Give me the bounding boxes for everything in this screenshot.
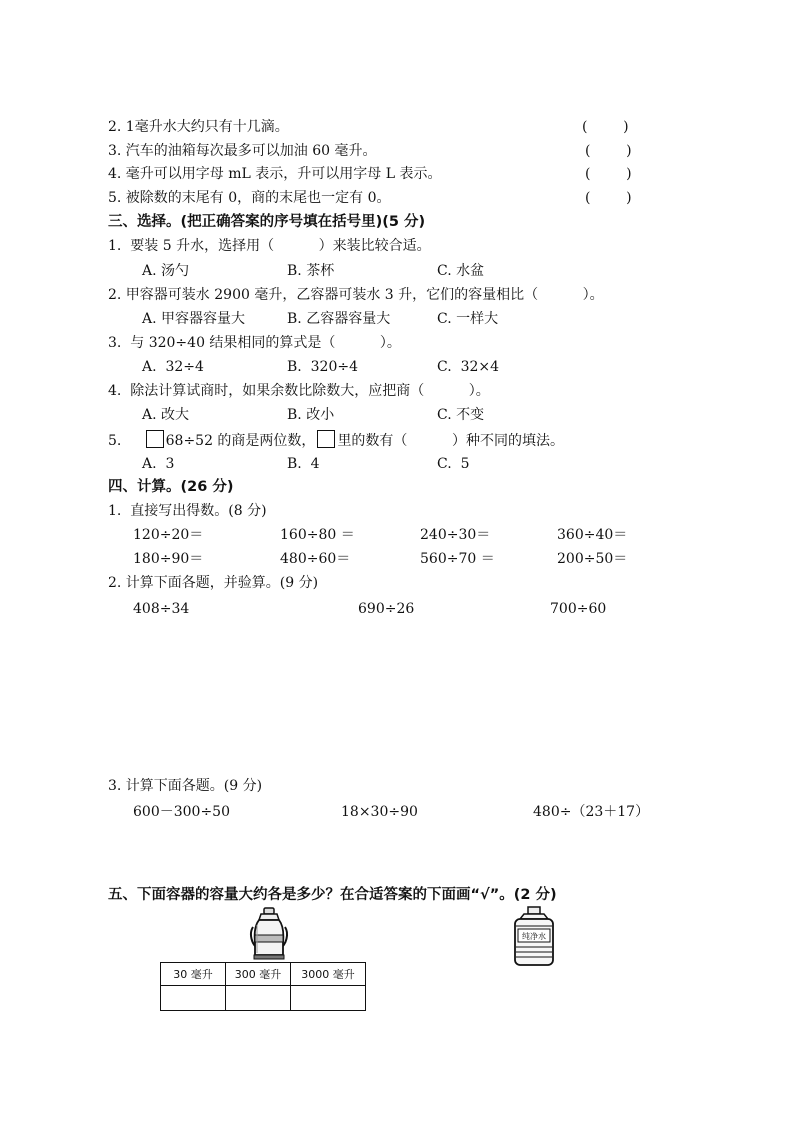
table-header-cell: 3000 毫升 (291, 963, 366, 986)
oral-item: 480÷60＝ (280, 551, 351, 567)
answer-cell[interactable] (291, 986, 366, 1011)
capacity-table (160, 962, 366, 1011)
section-5-heading: 五、下面容器的容量大约各是多少？在合适答案的下面画“√”。(2 分) (108, 887, 557, 903)
jug-label: 纯净水 (522, 932, 546, 941)
judge-answer-4[interactable]: ( ) (585, 166, 632, 182)
thermos-icon (245, 905, 293, 961)
choice-q2: 2. 甲容器可装水 2900 毫升，乙容器可装水 3 升，它们的容量相比（ ）。 (108, 287, 604, 303)
choice-q4-option-a[interactable]: A. 改大 (142, 407, 190, 423)
choice-q3-option-a[interactable]: A. 32÷4 (142, 359, 204, 375)
table-header-cell: 300 毫升 (226, 963, 291, 986)
table-header-row (161, 963, 366, 986)
section-3-heading: 三、选择。(把正确答案的序号填在括号里)(5 分) (108, 214, 426, 230)
blank-box-2[interactable] (317, 430, 335, 448)
oral-item: 240÷30＝ (420, 527, 491, 543)
choice-q5-middle: 68÷52 的商是两位数， (165, 433, 316, 449)
mixed-calc-item: 480÷（23＋17） (533, 804, 650, 820)
choice-q3-option-c[interactable]: C. 32×4 (437, 359, 500, 375)
choice-q5-option-b[interactable]: B. 4 (287, 456, 320, 472)
mixed-calc-item: 600－300÷50 (133, 804, 230, 820)
mixed-calc-item: 18×30÷90 (341, 804, 418, 820)
choice-q1: 1. 要装 5 升水，选择用（ ）来装比较合适。 (108, 238, 431, 254)
table-header-cell: 30 毫升 (161, 963, 226, 986)
choice-q5-number: 5. (108, 433, 122, 449)
choice-q2-option-c[interactable]: C. 一样大 (437, 311, 499, 327)
oral-item: 120÷20＝ (133, 527, 204, 543)
choice-q4-option-c[interactable]: C. 不变 (437, 407, 485, 423)
judge-item-2: 2. 1毫升水大约只有十几滴。 (108, 119, 289, 135)
choice-q1-option-c[interactable]: C. 水盆 (437, 263, 485, 279)
answer-cell[interactable] (226, 986, 291, 1011)
table-answer-row (161, 986, 366, 1011)
judge-item-5: 5. 被除数的末尾有 0，商的末尾也一定有 0。 (108, 190, 391, 206)
oral-item: 160÷80 ＝ (280, 527, 355, 543)
oral-item: 200÷50＝ (557, 551, 628, 567)
oral-calc-heading: 1. 直接写出得数。(8 分) (108, 503, 267, 519)
oral-item: 360÷40＝ (557, 527, 628, 543)
judge-answer-5[interactable]: ( ) (585, 190, 632, 206)
oral-item: 560÷70 ＝ (420, 551, 495, 567)
vertical-calc-item: 690÷26 (358, 601, 415, 617)
choice-q5 (108, 430, 564, 450)
choice-q3: 3. 与 320÷40 结果相同的算式是（ ）。 (108, 335, 401, 351)
choice-q1-option-a[interactable]: A. 汤勺 (142, 263, 190, 279)
judge-answer-2[interactable]: ( ) (582, 119, 629, 135)
judge-answer-3[interactable]: ( ) (585, 143, 632, 159)
mixed-calc-heading: 3. 计算下面各题。(9 分) (108, 778, 263, 794)
choice-q4-option-b[interactable]: B. 改小 (287, 407, 335, 423)
choice-q5-option-c[interactable]: C. 5 (437, 456, 470, 472)
section-4-heading: 四、计算。(26 分) (108, 479, 234, 495)
vertical-calc-item: 700÷60 (550, 601, 607, 617)
blank-box[interactable] (146, 430, 164, 448)
choice-q4: 4. 除法计算试商时，如果余数比除数大，应把商（ ）。 (108, 383, 490, 399)
choice-q1-option-b[interactable]: B. 茶杯 (287, 263, 335, 279)
vertical-calc-heading: 2. 计算下面各题，并验算。(9 分) (108, 575, 319, 591)
choice-q2-option-a[interactable]: A. 甲容器容量大 (142, 311, 246, 327)
choice-q2-option-b[interactable]: B. 乙容器容量大 (287, 311, 391, 327)
judge-item-3: 3. 汽车的油箱每次最多可以加油 60 毫升。 (108, 143, 377, 159)
oral-item: 180÷90＝ (133, 551, 204, 567)
judge-item-4: 4. 毫升可以用字母 mL 表示，升可以用字母 L 表示。 (108, 166, 442, 182)
choice-q5-option-a[interactable]: A. 3 (142, 456, 175, 472)
vertical-calc-item: 408÷34 (133, 601, 190, 617)
water-jug-icon (510, 905, 558, 969)
choice-q5-suffix: 里的数有（ ）种不同的填法。 (337, 433, 564, 449)
choice-q3-option-b[interactable]: B. 320÷4 (287, 359, 358, 375)
answer-cell[interactable] (161, 986, 226, 1011)
